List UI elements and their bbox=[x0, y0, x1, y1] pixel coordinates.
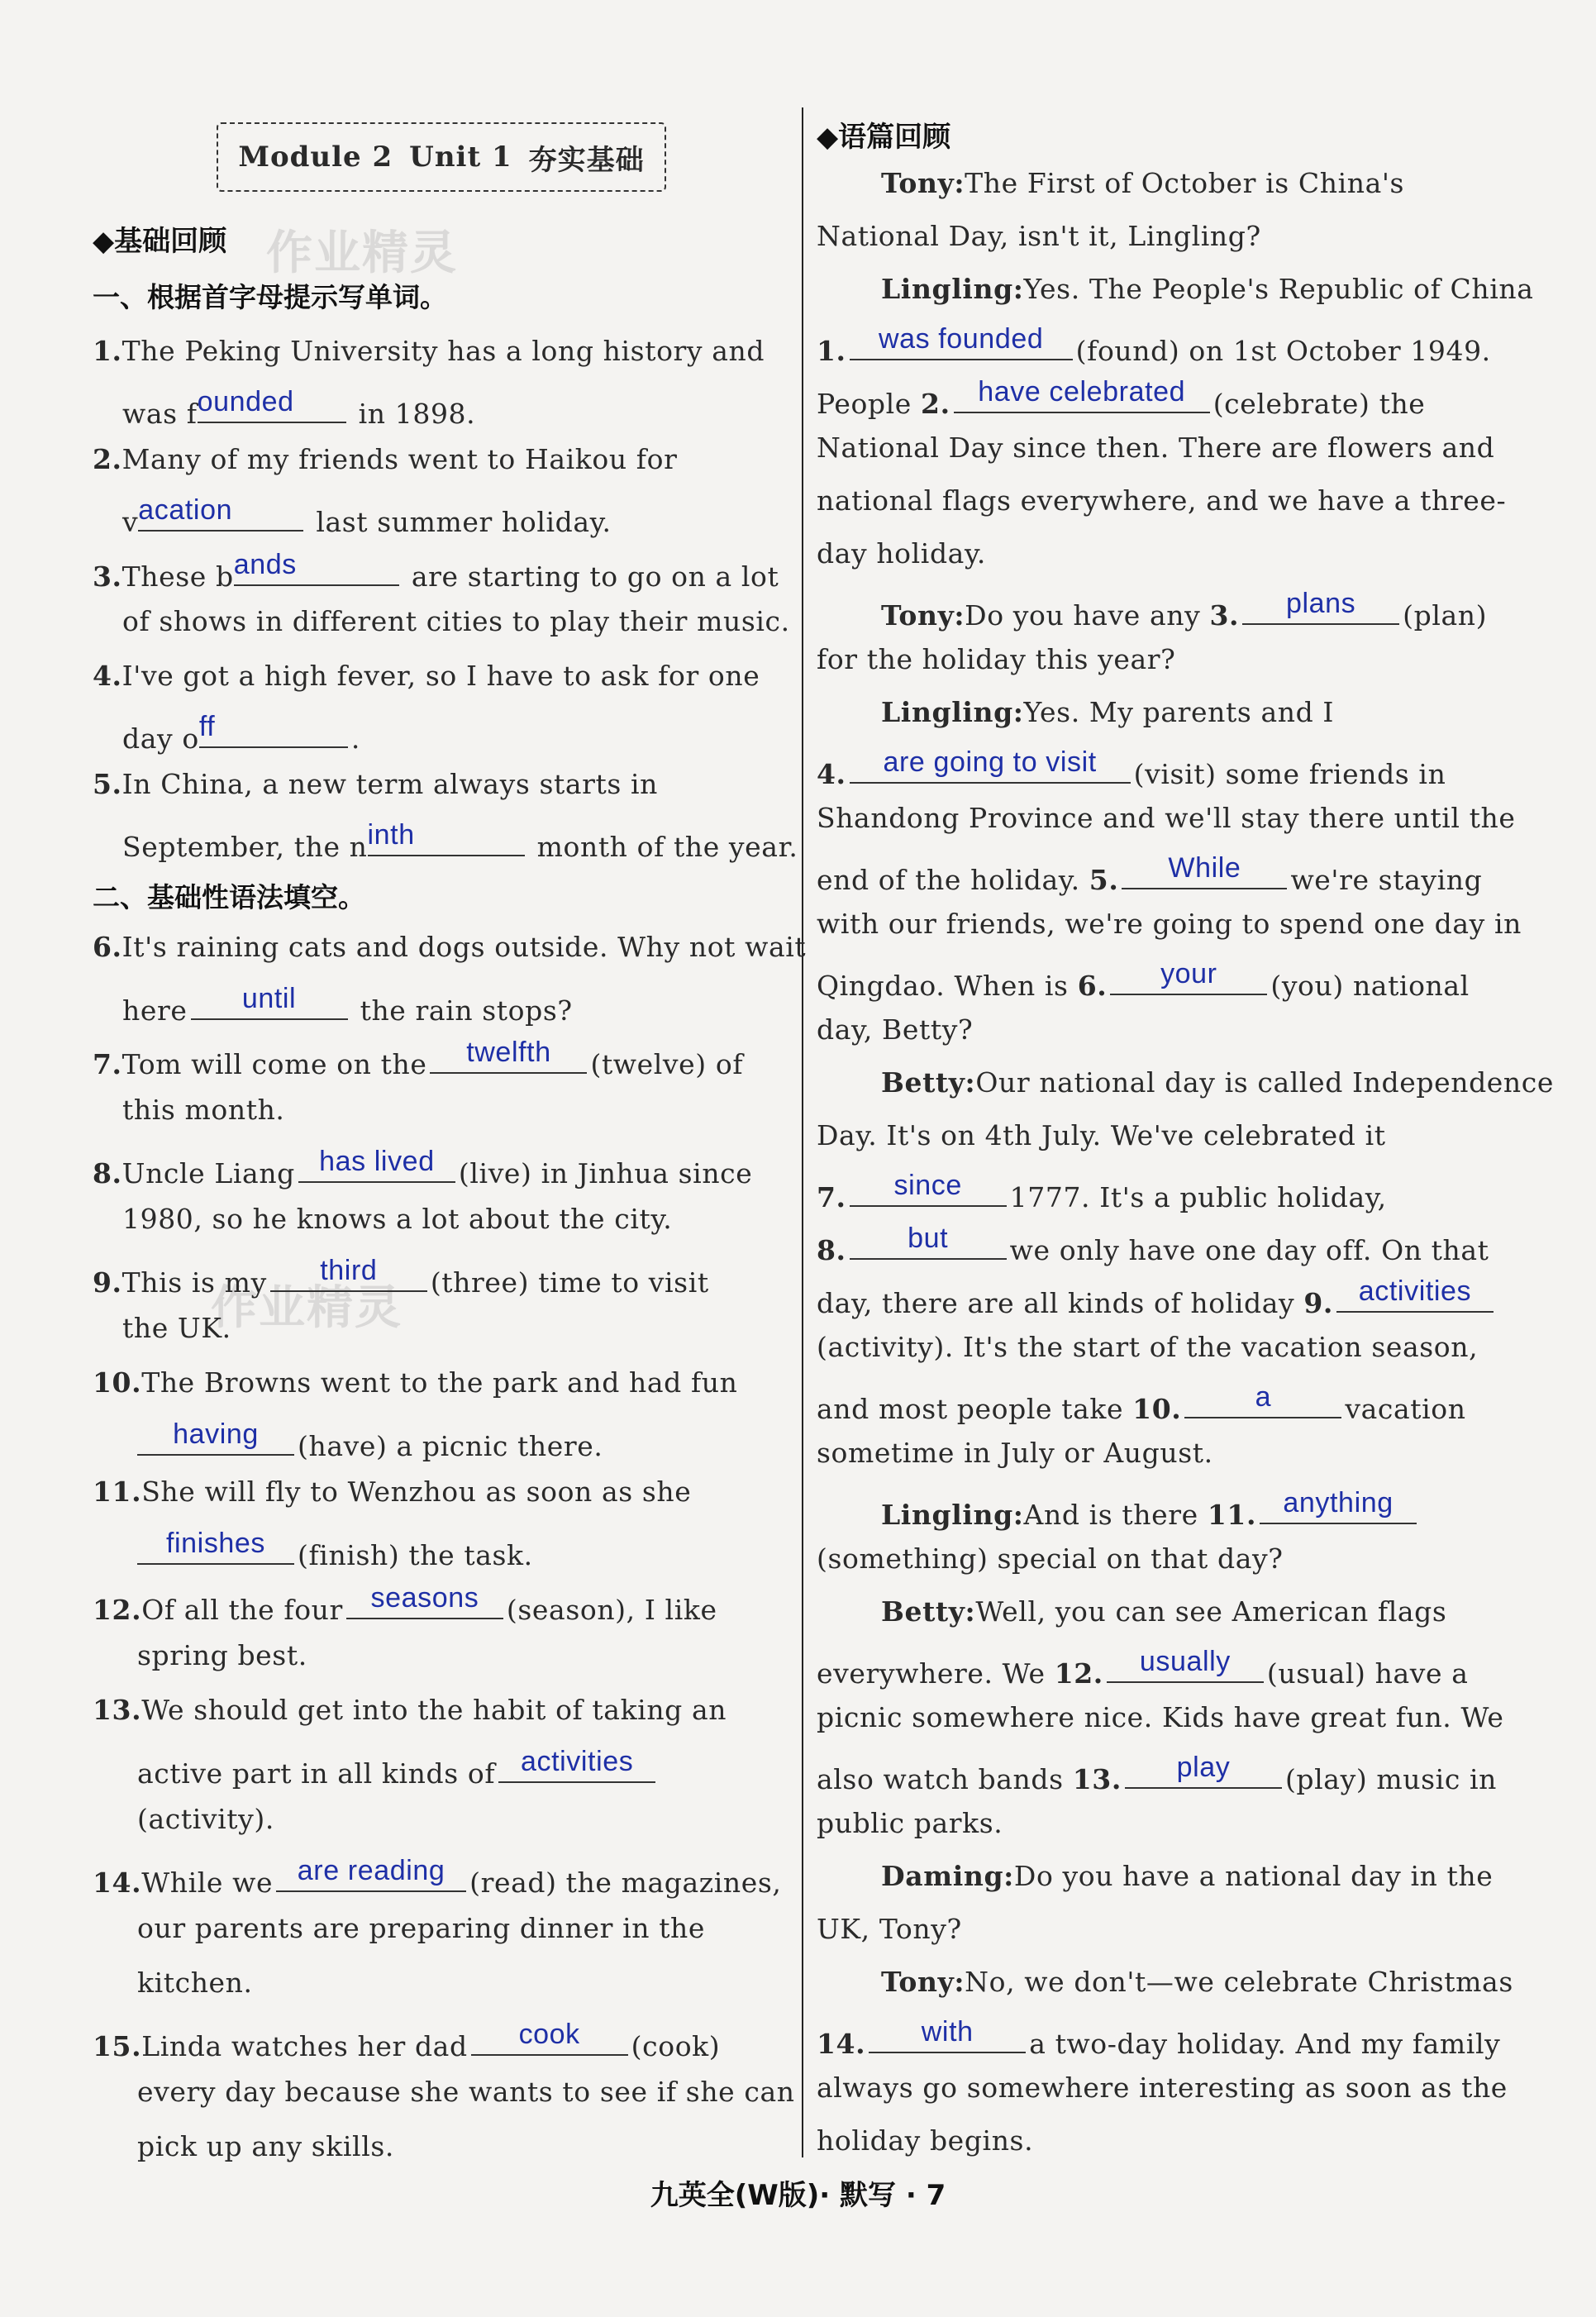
passage-answer-14[interactable]: with bbox=[921, 2016, 974, 2048]
passage-answer-7[interactable]: since bbox=[893, 1170, 962, 1201]
q15-line1: 15.Linda watches her dad cook (cook) bbox=[93, 2019, 721, 2062]
passage-line: picnic somewhere nice. Kids have great fun. We bbox=[817, 1701, 1504, 1733]
q10-answer[interactable]: having bbox=[173, 1418, 259, 1450]
passage-answer-6[interactable]: your bbox=[1160, 958, 1217, 989]
page-footer: 九英全(W版)· 默写 · 7 bbox=[650, 2179, 946, 2212]
passage-answer-8[interactable]: but bbox=[908, 1223, 949, 1254]
passage-line: day, Betty? bbox=[817, 1013, 974, 1046]
q1-line1: 1.The Peking University has a long history and bbox=[93, 335, 765, 367]
q5-line2: September, the n inth month of the year. bbox=[122, 819, 798, 863]
passage-line: National Day since then. There are flowers and bbox=[817, 431, 1495, 464]
q1-answer[interactable]: ounded bbox=[197, 386, 294, 417]
q12-line1: 12.Of all the four seasons (season), I like bbox=[93, 1582, 717, 1626]
q8-answer[interactable]: has lived bbox=[319, 1146, 435, 1177]
passage-line: Lingling:Yes. The People's Republic of China bbox=[881, 273, 1534, 305]
passage-line: Shandong Province and we'll stay there until the bbox=[817, 802, 1516, 834]
passage-answer-5[interactable]: While bbox=[1168, 852, 1241, 884]
passage-answer-11[interactable]: anything bbox=[1283, 1487, 1394, 1518]
q1-line2: was f ounded in 1898. bbox=[122, 386, 476, 430]
passage-line: Lingling:And is there 11. anything bbox=[881, 1490, 1420, 1532]
q12-line2: spring best. bbox=[137, 1639, 307, 1671]
q9-answer[interactable]: third bbox=[320, 1255, 378, 1286]
passage-line: Tony:Do you have any 3. plans (plan) bbox=[881, 588, 1488, 632]
q3-line1: 3.These b ands are starting to go on a lot bbox=[93, 549, 779, 593]
q11-line1: 11.She will fly to Wenzhou as soon as she bbox=[93, 1476, 692, 1508]
passage-line: Daming:Do you have a national day in the bbox=[881, 1860, 1494, 1892]
q2-answer[interactable]: acation bbox=[138, 494, 233, 526]
column-divider bbox=[802, 107, 803, 2157]
passage-line: (something) special on that day? bbox=[817, 1542, 1284, 1575]
q13-line1: 13.We should get into the habit of taking an bbox=[93, 1694, 727, 1726]
passage-line: Tony:The First of October is China's bbox=[881, 167, 1405, 199]
passage-line: everywhere. We 12. usually (usual) have a bbox=[817, 1646, 1469, 1690]
q3-answer[interactable]: ands bbox=[233, 549, 297, 580]
passage-line: for the holiday this year? bbox=[817, 643, 1176, 675]
passage-line: national flags everywhere, and we have a three- bbox=[817, 484, 1507, 517]
q2-line1: 2.Many of my friends went to Haikou for bbox=[93, 443, 678, 475]
q15-line2: every day because she wants to see if she can bbox=[137, 2076, 795, 2108]
q14-line1: 14.While we are reading (read) the magazines, bbox=[93, 1855, 782, 1899]
q6-line2: here until the rain stops? bbox=[122, 983, 573, 1027]
passage-line: People 2. have celebrated (celebrate) the bbox=[817, 376, 1426, 420]
q6-answer[interactable]: until bbox=[241, 983, 297, 1014]
part2-heading: 二、基础性语法填空。 bbox=[93, 881, 365, 913]
q14-answer[interactable]: are reading bbox=[297, 1855, 445, 1886]
passage-answer-12[interactable]: usually bbox=[1139, 1646, 1231, 1677]
q14-line2: our parents are preparing dinner in the bbox=[137, 1912, 706, 1944]
passage-line: 4. are going to visit (visit) some friends in bbox=[817, 746, 1446, 790]
passage-answer-10[interactable]: a bbox=[1255, 1381, 1272, 1413]
passage-line: also watch bands 13. play (play) music in bbox=[817, 1752, 1498, 1795]
q7-answer[interactable]: twelfth bbox=[466, 1037, 551, 1068]
passage-line: Day. It's on 4th July. We've celebrated it bbox=[817, 1119, 1386, 1151]
q11-answer[interactable]: finishes bbox=[165, 1528, 266, 1559]
q12-answer[interactable]: seasons bbox=[370, 1582, 479, 1614]
unit-label: Unit 1 bbox=[409, 141, 512, 174]
passage-answer-4[interactable]: are going to visit bbox=[883, 746, 1097, 778]
passage-line: day holiday. bbox=[817, 537, 986, 570]
passage-line: National Day, isn't it, Lingling? bbox=[817, 220, 1261, 252]
part1-heading: 一、根据首字母提示写单词。 bbox=[93, 281, 447, 313]
passage-answer-9[interactable]: activities bbox=[1358, 1275, 1472, 1307]
q13-answer[interactable]: activities bbox=[520, 1746, 634, 1777]
passage-line: Qingdao. When is 6. your (you) national bbox=[817, 958, 1470, 1002]
passage-answer-13[interactable]: play bbox=[1176, 1752, 1231, 1783]
q8-line1: 8.Uncle Liang has lived (live) in Jinhua since bbox=[93, 1146, 753, 1189]
passage-line: 14. with a two-day holiday. And my family bbox=[817, 2016, 1501, 2060]
module-label: Module 2 bbox=[238, 141, 393, 174]
passage-line: always go somewhere interesting as soon as the bbox=[817, 2071, 1508, 2104]
passage-answer-1[interactable]: was founded bbox=[878, 323, 1044, 355]
passage-line: end of the holiday. 5. While we're staying bbox=[817, 852, 1483, 896]
q5-answer[interactable]: inth bbox=[367, 819, 415, 851]
watermark: 作业精灵 bbox=[211, 1281, 403, 1335]
q15-line3: pick up any skills. bbox=[137, 2130, 394, 2162]
q13-line3: (activity). bbox=[137, 1803, 274, 1835]
passage-line: public parks. bbox=[817, 1807, 1003, 1839]
passage-line: Betty:Our national day is called Independence bbox=[881, 1066, 1554, 1099]
passage-line: (activity). It's the start of the vacation season, bbox=[817, 1331, 1479, 1363]
q7-line2: this month. bbox=[122, 1094, 285, 1126]
q4-answer[interactable]: ff bbox=[198, 711, 216, 742]
passage-heading: ◆语篇回顾 bbox=[817, 121, 951, 154]
passage-answer-2[interactable]: have celebrated bbox=[978, 376, 1186, 408]
passage-line: 1. was founded (found) on 1st October 1949. bbox=[817, 323, 1491, 367]
passage-line: with our friends, we're going to spend one day in bbox=[817, 908, 1522, 940]
title-label: 夯实基础 bbox=[528, 143, 645, 177]
passage-line: and most people take 10. a vacation bbox=[817, 1381, 1466, 1425]
q10-line2: having (have) a picnic there. bbox=[137, 1421, 603, 1463]
passage-line: day, there are all kinds of holiday 9. activities bbox=[817, 1278, 1497, 1320]
q11-line2: finishes (finish) the task. bbox=[137, 1530, 533, 1572]
q4-line1: 4.I've got a high fever, so I have to ask for one bbox=[93, 660, 760, 692]
passage-line: Tony:No, we don't—we celebrate Christmas bbox=[881, 1966, 1513, 1998]
q6-line1: 6.It's raining cats and dogs outside. Why not wait bbox=[93, 931, 807, 963]
q3-line2: of shows in different cities to play their music. bbox=[122, 605, 790, 637]
passage-line: holiday begins. bbox=[817, 2124, 1034, 2157]
passage-line: Betty:Well, you can see American flags bbox=[881, 1595, 1447, 1628]
passage-line: sometime in July or August. bbox=[817, 1437, 1213, 1469]
q15-answer[interactable]: cook bbox=[518, 2019, 580, 2050]
q14-line3: kitchen. bbox=[137, 1967, 253, 1999]
passage-line: 8. but we only have one day off. On that bbox=[817, 1223, 1489, 1266]
q8-line2: 1980, so he knows a lot about the city. bbox=[122, 1203, 673, 1235]
watermark: 作业精灵 bbox=[266, 226, 458, 280]
passage-line: Lingling:Yes. My parents and I bbox=[881, 696, 1335, 728]
passage-line: 7. since 1777. It's a public holiday, bbox=[817, 1170, 1387, 1213]
q10-line1: 10.The Browns went to the park and had fun bbox=[93, 1366, 738, 1399]
q9-line2: the UK. bbox=[122, 1312, 231, 1344]
q7-line1: 7.Tom will come on the twelfth (twelve) of bbox=[93, 1037, 744, 1080]
basics-heading: ◆基础回顾 bbox=[93, 225, 227, 258]
q9-line1: 9.This is my third (three) time to visit bbox=[93, 1255, 709, 1299]
passage-answer-3[interactable]: plans bbox=[1285, 588, 1356, 619]
q2-line2: v acation last summer holiday. bbox=[122, 494, 612, 538]
q5-line1: 5.In China, a new term always starts in bbox=[93, 768, 658, 800]
unit-title-box bbox=[217, 122, 666, 192]
q13-line2: active part in all kinds of activities bbox=[137, 1748, 659, 1790]
passage-line: UK, Tony? bbox=[817, 1913, 962, 1945]
q4-line2: day o ff . bbox=[122, 711, 360, 755]
